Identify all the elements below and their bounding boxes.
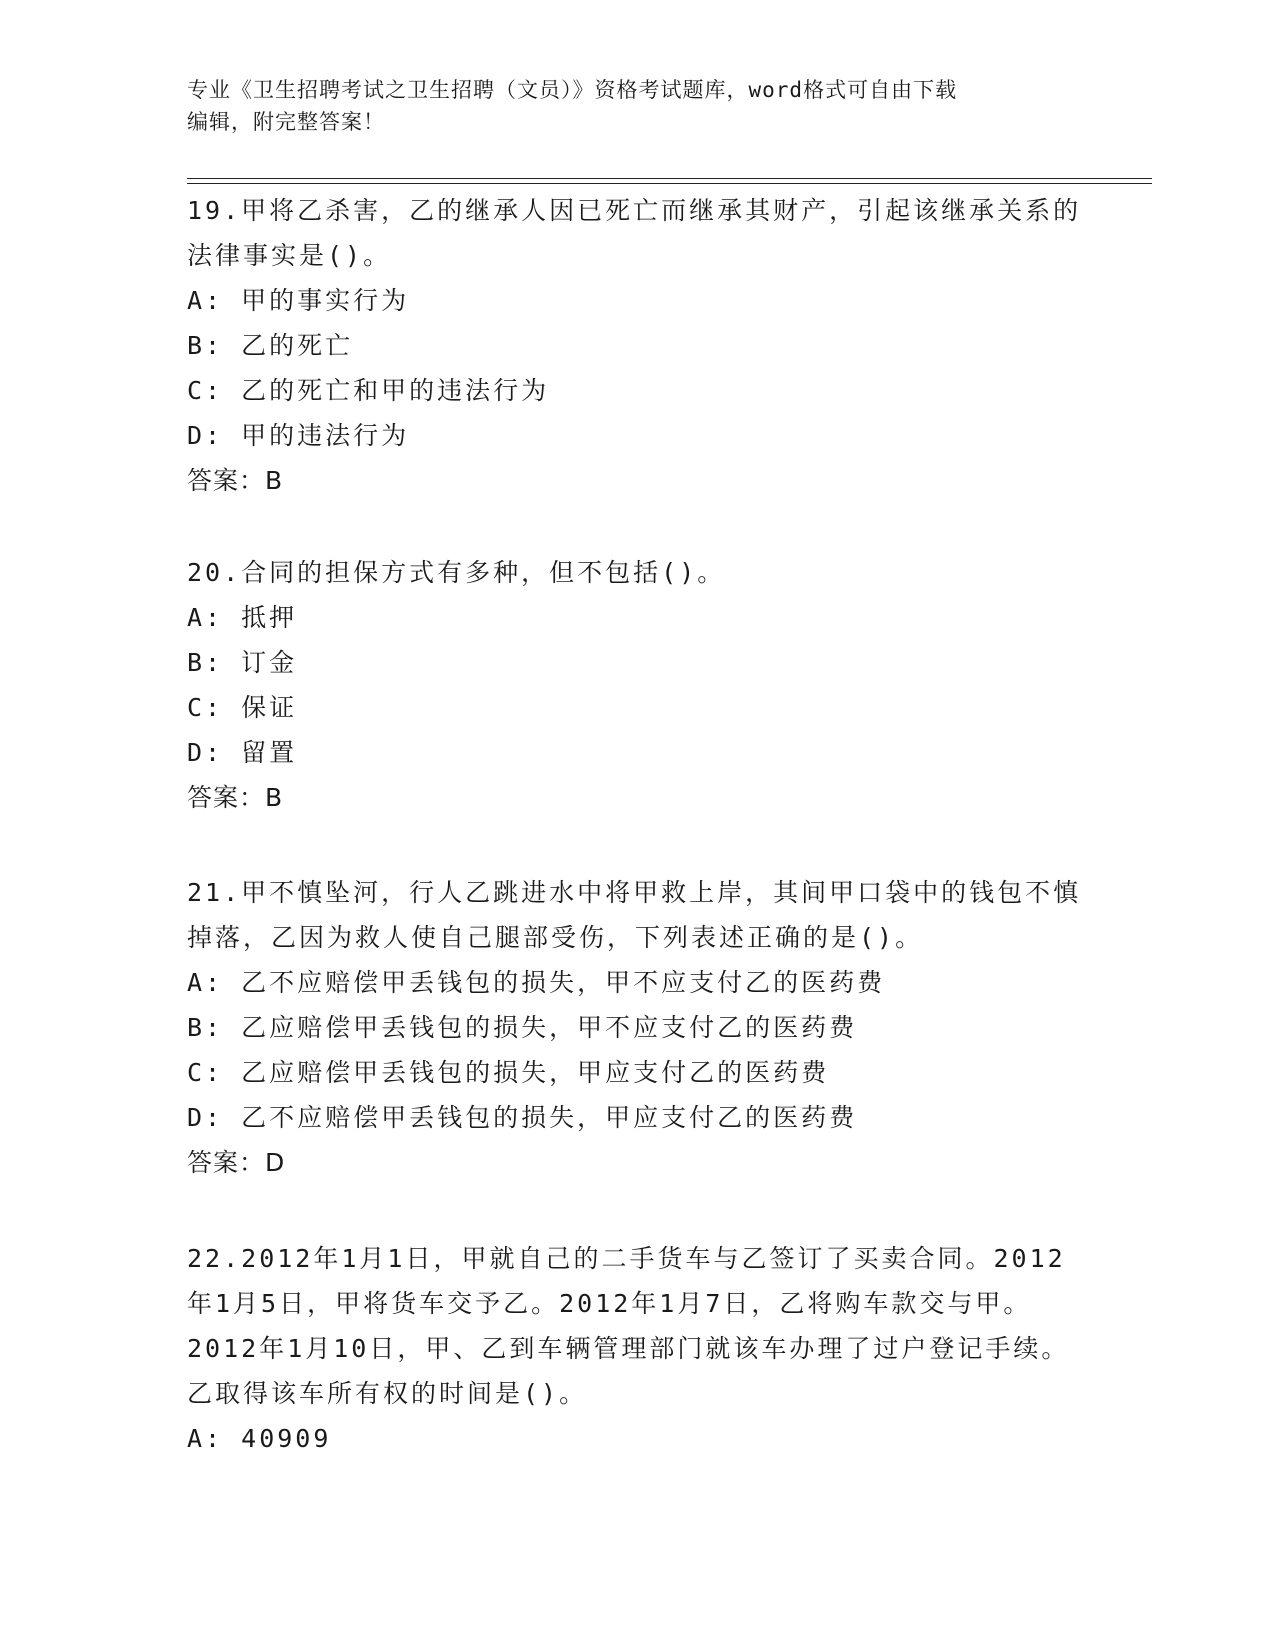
header-line-2: 编辑，附完整答案！ xyxy=(187,110,385,134)
option-d: D: 留置 xyxy=(187,738,298,767)
option-c: C: 乙应赔偿甲丢钱包的损失，甲应支付乙的医药费 xyxy=(187,1058,830,1087)
document-header xyxy=(187,74,1087,138)
header-divider-bottom xyxy=(187,183,1152,184)
header-line-1: 专业《卫生招聘考试之卫生招聘（文员）》资格考试题库，word格式可自由下载 xyxy=(187,78,958,102)
option-a: A: 乙不应赔偿甲丢钱包的损失，甲不应支付乙的医药费 xyxy=(187,968,886,997)
answer: 答案：B xyxy=(187,783,284,812)
question-stem: 19.甲将乙杀害，乙的继承人因已死亡而继承其财产，引起该继承关系的法律事实是()。 xyxy=(187,196,1082,270)
option-a: A: 40909 xyxy=(187,1424,332,1453)
answer: 答案：D xyxy=(187,1148,286,1177)
option-a: A: 抵押 xyxy=(187,603,298,632)
question-19 xyxy=(187,188,1087,503)
option-c: C: 保证 xyxy=(187,693,298,722)
question-22 xyxy=(187,1236,1087,1461)
option-b: B: 乙的死亡 xyxy=(187,331,354,360)
question-21 xyxy=(187,870,1087,1185)
question-stem: 22.2012年1月1日，甲就自己的二手货车与乙签订了买卖合同。2012年1月5日，甲将货车交予乙。2012年1月7日，乙将购车款交与甲。2012年1月10日，甲、乙到车辆管理部门就该车办理了过户登记手续。乙取得该车所有权的时间是()。 xyxy=(187,1244,1070,1408)
option-a: A: 甲的事实行为 xyxy=(187,286,410,315)
question-stem: 20.合同的担保方式有多种，但不包括()。 xyxy=(187,558,726,587)
option-b: B: 订金 xyxy=(187,648,298,677)
option-d: D: 甲的违法行为 xyxy=(187,421,410,450)
option-b: B: 乙应赔偿甲丢钱包的损失，甲不应支付乙的医药费 xyxy=(187,1013,858,1042)
question-20 xyxy=(187,550,1087,820)
header-divider-top xyxy=(187,178,1152,179)
answer: 答案：B xyxy=(187,466,284,495)
option-c: C: 乙的死亡和甲的违法行为 xyxy=(187,376,550,405)
question-stem: 21.甲不慎坠河，行人乙跳进水中将甲救上岸，其间甲口袋中的钱包不慎掉落，乙因为救人使自己腿部受伤，下列表述正确的是()。 xyxy=(187,878,1082,952)
option-d: D: 乙不应赔偿甲丢钱包的损失，甲应支付乙的医药费 xyxy=(187,1103,858,1132)
